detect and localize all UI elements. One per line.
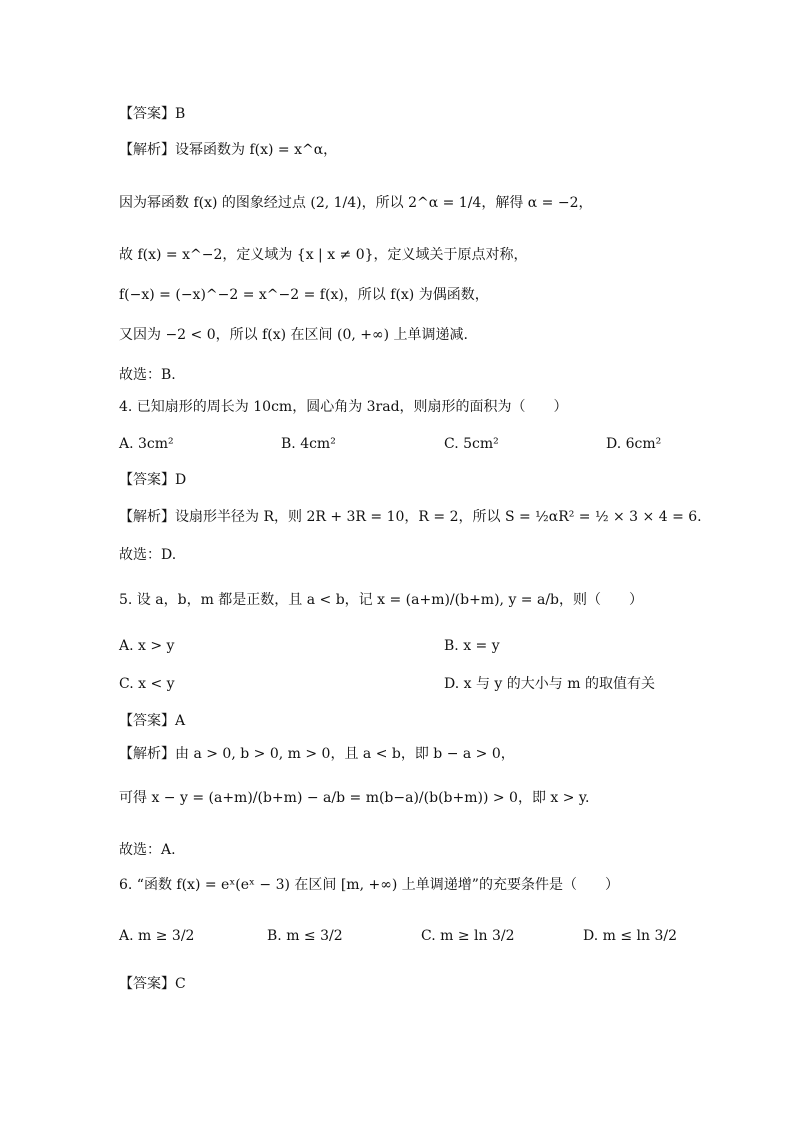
q6-option-c: C. m ≥ ln 3/2 [421,928,515,944]
q5-option-d: D. x 与 y 的大小与 m 的取值有关 [444,676,655,692]
q6-option-a: A. m ≥ 3/2 [119,928,195,944]
q5-option-c: C. x < y [119,676,175,692]
choice-line: 故选：A. [119,842,176,858]
solution-line: f(−x) = (−x)^−2 = x^−2 = f(x)，所以 f(x) 为偶函数， [119,287,489,303]
choice-line: 故选：B. [119,367,176,383]
answer-label: 【答案】A [119,713,186,729]
q4-option-c: C. 5cm² [444,436,499,452]
solution-line: 可得 x − y = (a+m)/(b+m) − a/b = m(b−a)/(b(b+m)) > 0，即 x > y. [119,790,590,806]
question-5: 5. 设 a，b，m 都是正数，且 a < b，记 x = (a+m)/(b+m), y = a/b，则（ ） [119,592,644,608]
solution-line: 因为幂函数 f(x) 的图象经过点 (2, 1/4)，所以 2^α = 1/4，解得 α = −2， [119,195,593,211]
answer-label: 【答案】D [119,472,187,488]
q4-option-d: D. 6cm² [606,436,662,452]
solution-line: 【解析】设幂函数为 f(x) = x^α， [119,142,338,158]
answer-label: 【答案】C [119,976,186,992]
question-6: 6. “函数 f(x) = eˣ(eˣ − 3) 在区间 [m, +∞) 上单调递增”的充要条件是（ ） [119,877,619,893]
solution-line: 【解析】由 a > 0, b > 0, m > 0，且 a < b，即 b − a > 0， [119,746,515,762]
choice-line: 故选：D. [119,547,177,563]
q5-option-a: A. x > y [119,638,175,654]
solution-line: 又因为 −2 < 0，所以 f(x) 在区间 (0, +∞) 上单调递减. [119,327,469,343]
q6-option-b: B. m ≤ 3/2 [267,928,343,944]
q4-option-a: A. 3cm² [119,436,174,452]
q4-option-b: B. 4cm² [281,436,336,452]
solution-line: 【解析】设扇形半径为 R，则 2R + 3R = 10，R = 2，所以 S = ½αR² = ½ × 3 × 4 = 6. [119,509,702,525]
question-4: 4. 已知扇形的周长为 10cm，圆心角为 3rad，则扇形的面积为（ ） [119,399,568,415]
solution-line: 故 f(x) = x^−2，定义域为 {x | x ≠ 0}，定义域关于原点对称， [119,247,528,263]
answer-label: 【答案】B [119,106,186,122]
q6-option-d: D. m ≤ ln 3/2 [583,928,678,944]
q5-option-b: B. x = y [444,638,500,654]
